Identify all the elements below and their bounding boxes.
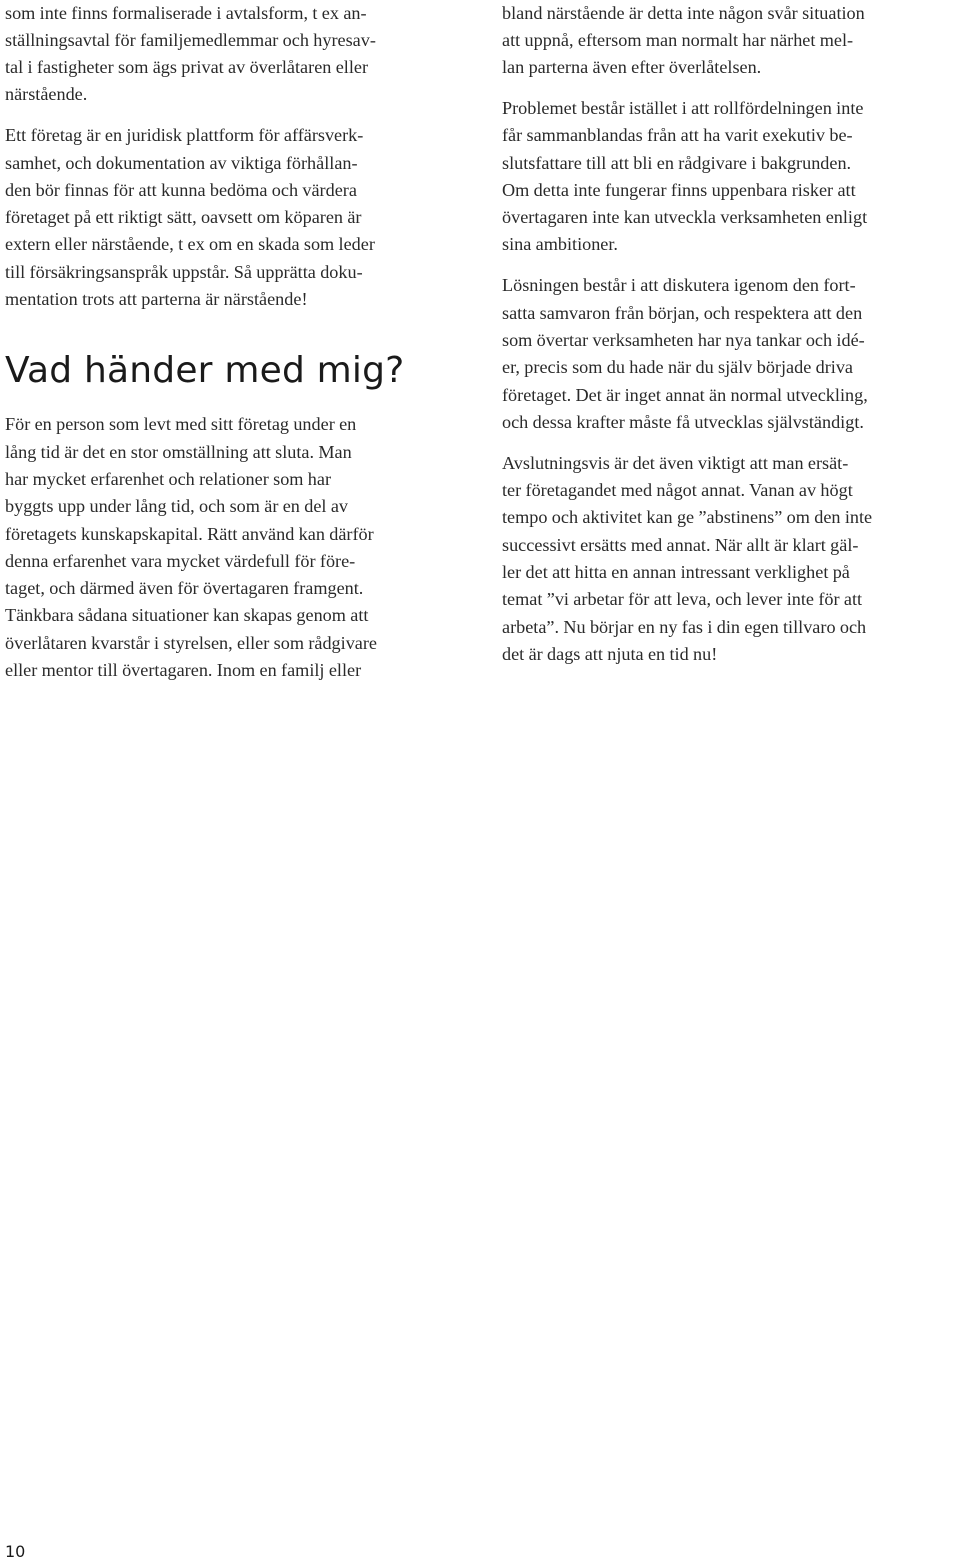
body-paragraph: Ett företag är en juridisk plattform för affärsverk- samhet, och dokumentation av viktiga förhållan- den bör finnas för att kunna bedöma och värdera företaget på ett riktigt sätt, oavsett om köparen är extern eller närstående, t ex om en skada som leder till försäkringsanspråk uppstår. Så upprätta doku- mentation trots att parterna är närstående! — [5, 125, 375, 310]
body-paragraph: som inte finns formaliserade i avtalsform, t ex an- ställningsavtal för familjemedlemmar och hyresav- tal i fastigheter som ägs privat av överlåtaren eller närstående. — [5, 2, 376, 105]
body-paragraph: bland närstående är detta inte någon svår situation att uppnå, eftersom man normalt har närhet mel- lan parterna även efter överlåtelsen. — [502, 2, 865, 78]
right-column — [502, 0, 960, 668]
body-paragraph: Om detta inte fungerar finns uppenbara risker att övertagaren inte kan utveckla verksamheten enligt sina ambitioner. — [502, 179, 868, 255]
body-paragraph: För en person som levt med sitt företag under en lång tid är det en stor omställning att sluta. Man har mycket erfarenhet och relationer som har byggts upp under lång tid, och som är en del av företagets kunskapskapital. Rätt använd kan därför denna erfarenhet vara mycket värdefull för före- taget, och därmed även för övertagaren framgent. Tänkbara sådana situationer kan skapas genom att överlåtaren kvarstår i styrelsen, eller som rådgivare eller mentor till övertagaren. Inom en familj eller — [5, 414, 377, 681]
page-number: 10 — [5, 1542, 26, 1561]
left-column — [5, 0, 470, 684]
body-paragraph: Problemet består istället i att rollfördelningen inte får sammanblandas från att ha varit exekutiv be- slutsfattare till att bli en rådgivare i bakgrunden. — [502, 97, 864, 173]
body-paragraph: Lösningen består i att diskutera igenom den fort- satta samvaron från början, och respektera att den som övertar verksamheten har nya tankar och idé- er, precis som du hade när du själv började driva företaget. Det är inget annat än normal utveckling, och dessa krafter måste få utvecklas självständigt. — [502, 275, 868, 432]
body-paragraph: Avslutningsvis är det även viktigt att man ersät- ter företagandet med något annat. Vanan av högt tempo och aktivitet kan ge ”abstinens” om den inte successivt ersätts med annat. När allt är klart gäl- ler det att hitta en annan intressant verklighet på temat ”vi arbetar för att leva, och lever inte för att arbeta”. Nu börjar en ny fas i din egen tillvaro och det är dags att njuta en tid nu! — [502, 452, 873, 664]
section-heading: Vad händer med mig? — [5, 350, 405, 392]
